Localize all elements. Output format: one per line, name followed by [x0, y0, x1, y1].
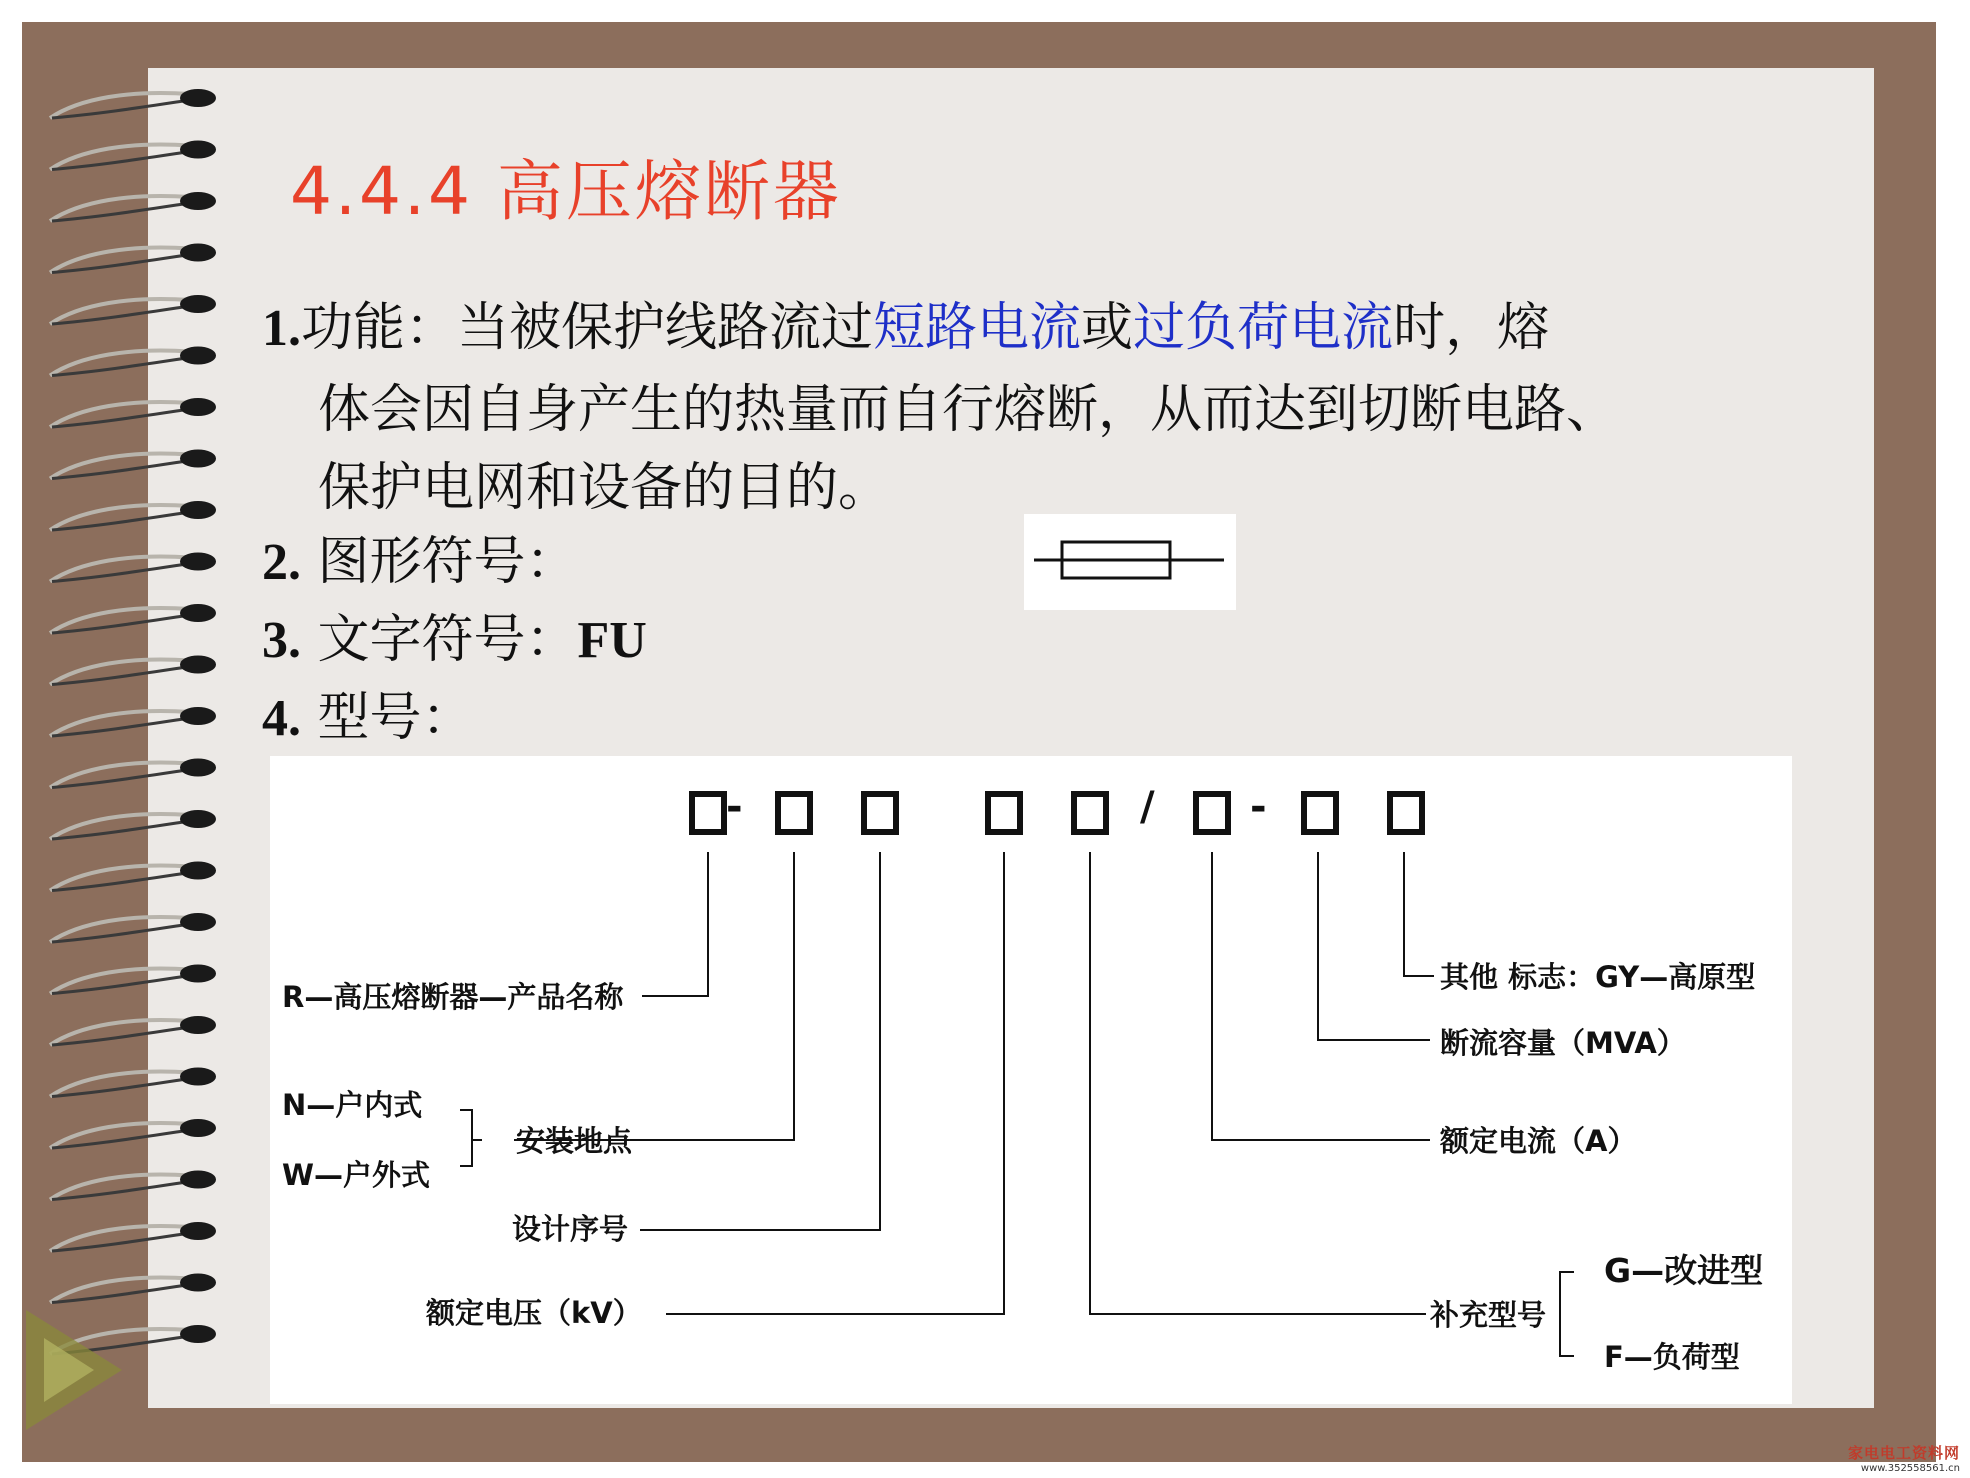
fuse-symbol-icon: [1024, 514, 1236, 610]
model-code-diagram: [270, 756, 1792, 1404]
watermark: [1848, 1442, 1960, 1474]
item-function-line3: 保护电网和设备的目的。: [318, 458, 891, 518]
watermark-url: www.352558561.cn: [1860, 1463, 1960, 1474]
highlight-short-circuit: 短路电流: [873, 298, 1082, 358]
label-install-location: 安装地点: [516, 1124, 633, 1158]
diagram-separator: /: [1140, 784, 1155, 830]
item-symbol: 2. 图形符号：: [262, 532, 578, 592]
watermark-name: 家电电工资料网: [1847, 1444, 1960, 1462]
label-improved-type: G—改进型: [1604, 1251, 1764, 1290]
play-arrow-icon: [22, 1290, 132, 1440]
label-design-serial: 设计序号: [512, 1212, 629, 1246]
item-number: 1.: [262, 300, 301, 357]
label-rated-current: 额定电流（A）: [1440, 1124, 1637, 1158]
label-outdoor: W—户外式: [282, 1158, 430, 1192]
label-product-name: R—高压熔断器—产品名称: [282, 980, 624, 1014]
label-supplement-model: 补充型号: [1430, 1298, 1547, 1332]
label-breaking-capacity: 断流容量（MVA）: [1440, 1026, 1686, 1060]
item-function-line1: 1.功能：当被保护线路流过短路电流或过负荷电流时，熔: [262, 298, 1550, 358]
spiral-binding-icon: [40, 78, 240, 1398]
label-load-type: F—负荷型: [1604, 1340, 1740, 1374]
letter-symbol-value: FU: [577, 612, 647, 669]
page-title: 4.4.4 高压熔断器: [290, 153, 842, 230]
highlight-overload: 过负荷电流: [1133, 298, 1394, 358]
label-rated-voltage: 额定电压（kV）: [426, 1296, 642, 1330]
label-indoor: N—户内式: [282, 1088, 423, 1122]
item-function-line2: 体会因自身产生的热量而自行熔断，从而达到切断电路、: [318, 380, 1619, 440]
label-other-marks: 其他 标志：GY—高原型: [1440, 960, 1756, 994]
diagram-separator: -: [726, 784, 743, 830]
item-letter-symbol: 3. 文字符号：FU: [262, 610, 647, 670]
item-model: 4. 型号：: [262, 688, 474, 748]
diagram-separator: -: [1250, 784, 1267, 830]
